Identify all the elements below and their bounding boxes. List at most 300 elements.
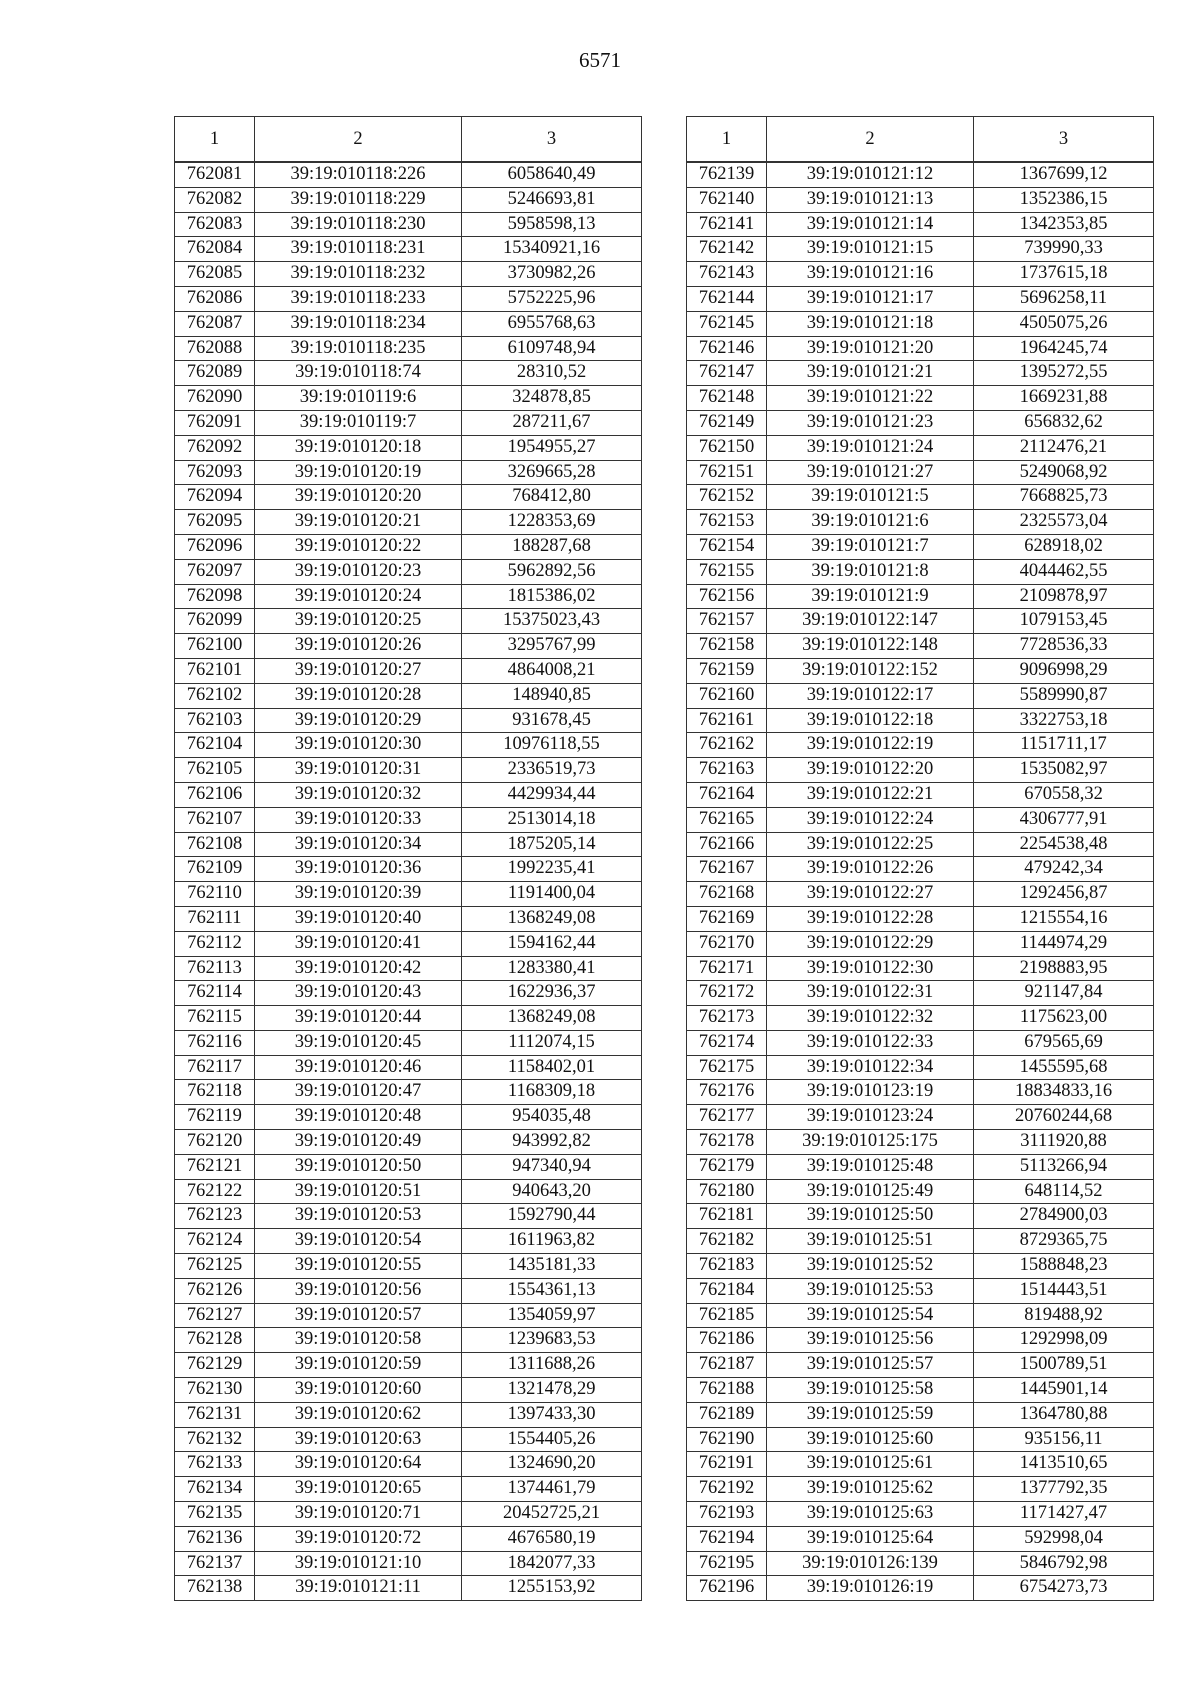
cell-value: 1364780,88 [974, 1402, 1154, 1427]
table-row [687, 658, 1154, 683]
cell-cadastral-number: 39:19:010122:147 [767, 609, 974, 634]
table-row [687, 361, 1154, 386]
cell-value: 1514443,51 [974, 1278, 1154, 1303]
cell-value: 592998,04 [974, 1526, 1154, 1551]
cell-cadastral-number: 39:19:010121:14 [767, 212, 974, 237]
cell-cadastral-number: 39:19:010120:62 [255, 1402, 462, 1427]
cell-number: 762163 [687, 758, 767, 783]
cell-value: 4306777,91 [974, 807, 1154, 832]
cell-number: 762180 [687, 1179, 767, 1204]
cell-number: 762196 [687, 1576, 767, 1601]
cell-cadastral-number: 39:19:010121:13 [767, 187, 974, 212]
cell-value: 1324690,20 [462, 1452, 642, 1477]
cell-number: 762164 [687, 782, 767, 807]
cell-value: 648114,52 [974, 1179, 1154, 1204]
cell-number: 762129 [175, 1353, 255, 1378]
cell-cadastral-number: 39:19:010120:47 [255, 1080, 462, 1105]
cell-value: 4044462,55 [974, 559, 1154, 584]
cell-number: 762193 [687, 1502, 767, 1527]
cell-cadastral-number: 39:19:010120:20 [255, 485, 462, 510]
cell-cadastral-number: 39:19:010120:55 [255, 1254, 462, 1279]
cell-number: 762190 [687, 1427, 767, 1452]
cell-number: 762141 [687, 212, 767, 237]
cell-cadastral-number: 39:19:010125:56 [767, 1328, 974, 1353]
column-header-3: 3 [974, 117, 1154, 163]
table-row [175, 1278, 642, 1303]
cell-number: 762089 [175, 361, 255, 386]
cell-value: 1611963,82 [462, 1229, 642, 1254]
cell-number: 762150 [687, 435, 767, 460]
cell-number: 762091 [175, 410, 255, 435]
column-header-2: 2 [767, 117, 974, 163]
cell-value: 5113266,94 [974, 1154, 1154, 1179]
cell-value: 1354059,97 [462, 1303, 642, 1328]
table-row [175, 857, 642, 882]
cell-number: 762137 [175, 1551, 255, 1576]
cell-number: 762145 [687, 311, 767, 336]
table-row [687, 906, 1154, 931]
cell-value: 1321478,29 [462, 1378, 642, 1403]
cell-number: 762105 [175, 758, 255, 783]
column-header-3: 3 [462, 117, 642, 163]
cell-number: 762095 [175, 510, 255, 535]
cell-value: 1554361,13 [462, 1278, 642, 1303]
cell-value: 2198883,95 [974, 956, 1154, 981]
cell-number: 762195 [687, 1551, 767, 1576]
cell-number: 762177 [687, 1105, 767, 1130]
cell-value: 8729365,75 [974, 1229, 1154, 1254]
cell-number: 762086 [175, 286, 255, 311]
cell-value: 5249068,92 [974, 460, 1154, 485]
cell-value: 15340921,16 [462, 237, 642, 262]
cell-number: 762166 [687, 832, 767, 857]
cell-value: 1352386,15 [974, 187, 1154, 212]
cell-number: 762191 [687, 1452, 767, 1477]
cell-number: 762142 [687, 237, 767, 262]
cell-value: 921147,84 [974, 981, 1154, 1006]
cell-value: 10976118,55 [462, 733, 642, 758]
cell-cadastral-number: 39:19:010125:51 [767, 1229, 974, 1254]
cell-cadastral-number: 39:19:010119:7 [255, 410, 462, 435]
table-row [175, 733, 642, 758]
cell-cadastral-number: 39:19:010121:17 [767, 286, 974, 311]
table-row [175, 435, 642, 460]
cell-value: 1377792,35 [974, 1477, 1154, 1502]
cell-cadastral-number: 39:19:010122:30 [767, 956, 974, 981]
header-row [175, 117, 642, 163]
cell-value: 679565,69 [974, 1030, 1154, 1055]
table-row [687, 1378, 1154, 1403]
column-header-1: 1 [687, 117, 767, 163]
cell-cadastral-number: 39:19:010126:139 [767, 1551, 974, 1576]
table-row [687, 212, 1154, 237]
cell-number: 762097 [175, 559, 255, 584]
cell-value: 3730982,26 [462, 262, 642, 287]
table-row [687, 1502, 1154, 1527]
cell-cadastral-number: 39:19:010125:54 [767, 1303, 974, 1328]
cell-cadastral-number: 39:19:010120:49 [255, 1130, 462, 1155]
table-row [175, 1551, 642, 1576]
cell-number: 762144 [687, 286, 767, 311]
table-row [687, 262, 1154, 287]
cell-value: 656832,62 [974, 410, 1154, 435]
cell-value: 1239683,53 [462, 1328, 642, 1353]
cell-cadastral-number: 39:19:010122:33 [767, 1030, 974, 1055]
cell-value: 3111920,88 [974, 1130, 1154, 1155]
cell-number: 762158 [687, 634, 767, 659]
cell-cadastral-number: 39:19:010125:62 [767, 1477, 974, 1502]
table-row [687, 336, 1154, 361]
cell-value: 1079153,45 [974, 609, 1154, 634]
cell-cadastral-number: 39:19:010120:51 [255, 1179, 462, 1204]
cell-number: 762100 [175, 634, 255, 659]
cell-cadastral-number: 39:19:010120:44 [255, 1006, 462, 1031]
table-row [687, 782, 1154, 807]
table-row [175, 882, 642, 907]
cell-value: 1395272,55 [974, 361, 1154, 386]
cell-value: 1500789,51 [974, 1353, 1154, 1378]
cell-number: 762162 [687, 733, 767, 758]
cell-cadastral-number: 39:19:010125:58 [767, 1378, 974, 1403]
cell-value: 1954955,27 [462, 435, 642, 460]
cell-cadastral-number: 39:19:010125:60 [767, 1427, 974, 1452]
cell-cadastral-number: 39:19:010123:19 [767, 1080, 974, 1105]
cell-value: 479242,34 [974, 857, 1154, 882]
table-row [687, 1204, 1154, 1229]
cell-cadastral-number: 39:19:010121:21 [767, 361, 974, 386]
table-row [687, 832, 1154, 857]
cell-number: 762178 [687, 1130, 767, 1155]
cell-value: 1535082,97 [974, 758, 1154, 783]
cell-value: 1255153,92 [462, 1576, 642, 1601]
table-row [175, 162, 642, 187]
cell-cadastral-number: 39:19:010120:39 [255, 882, 462, 907]
column-header-1: 1 [175, 117, 255, 163]
table-row [687, 435, 1154, 460]
table-row [687, 311, 1154, 336]
cell-number: 762134 [175, 1477, 255, 1502]
cell-number: 762186 [687, 1328, 767, 1353]
cell-value: 5752225,96 [462, 286, 642, 311]
cell-number: 762119 [175, 1105, 255, 1130]
cell-number: 762082 [175, 187, 255, 212]
table-row [175, 1526, 642, 1551]
cell-value: 1215554,16 [974, 906, 1154, 931]
cell-cadastral-number: 39:19:010120:45 [255, 1030, 462, 1055]
cell-number: 762138 [175, 1576, 255, 1601]
cell-number: 762140 [687, 187, 767, 212]
header-row [687, 117, 1154, 163]
cell-value: 1368249,08 [462, 906, 642, 931]
cell-value: 5958598,13 [462, 212, 642, 237]
cell-cadastral-number: 39:19:010125:53 [767, 1278, 974, 1303]
column-header-2: 2 [255, 117, 462, 163]
cell-cadastral-number: 39:19:010118:229 [255, 187, 462, 212]
cell-cadastral-number: 39:19:010122:20 [767, 758, 974, 783]
table-row [175, 386, 642, 411]
cell-number: 762148 [687, 386, 767, 411]
table-row [175, 1229, 642, 1254]
cell-cadastral-number: 39:19:010120:54 [255, 1229, 462, 1254]
table-row [687, 1030, 1154, 1055]
cell-number: 762104 [175, 733, 255, 758]
cell-number: 762155 [687, 559, 767, 584]
cell-value: 947340,94 [462, 1154, 642, 1179]
table-row [687, 460, 1154, 485]
table-row [175, 609, 642, 634]
table-row [687, 807, 1154, 832]
cell-cadastral-number: 39:19:010120:32 [255, 782, 462, 807]
cell-cadastral-number: 39:19:010120:64 [255, 1452, 462, 1477]
table-row [687, 1130, 1154, 1155]
cell-number: 762183 [687, 1254, 767, 1279]
cell-cadastral-number: 39:19:010125:52 [767, 1254, 974, 1279]
cell-number: 762103 [175, 708, 255, 733]
table-row [687, 237, 1154, 262]
cell-cadastral-number: 39:19:010122:34 [767, 1055, 974, 1080]
cell-number: 762133 [175, 1452, 255, 1477]
cell-value: 1455595,68 [974, 1055, 1154, 1080]
cell-number: 762181 [687, 1204, 767, 1229]
cell-number: 762171 [687, 956, 767, 981]
cell-cadastral-number: 39:19:010120:65 [255, 1477, 462, 1502]
table-row [687, 1303, 1154, 1328]
cell-cadastral-number: 39:19:010122:152 [767, 658, 974, 683]
cell-cadastral-number: 39:19:010120:26 [255, 634, 462, 659]
table-row [687, 1477, 1154, 1502]
table-row [687, 1353, 1154, 1378]
table-row [175, 1105, 642, 1130]
table-row [687, 1006, 1154, 1031]
cell-value: 3322753,18 [974, 708, 1154, 733]
cell-value: 768412,80 [462, 485, 642, 510]
cell-cadastral-number: 39:19:010120:23 [255, 559, 462, 584]
cell-value: 1374461,79 [462, 1477, 642, 1502]
cell-number: 762136 [175, 1526, 255, 1551]
left-table-body [175, 162, 642, 1601]
cell-value: 739990,33 [974, 237, 1154, 262]
cell-number: 762125 [175, 1254, 255, 1279]
cell-value: 1368249,08 [462, 1006, 642, 1031]
table-row [175, 485, 642, 510]
table-row [687, 1526, 1154, 1551]
cell-value: 931678,45 [462, 708, 642, 733]
cell-value: 20760244,68 [974, 1105, 1154, 1130]
cell-value: 670558,32 [974, 782, 1154, 807]
cell-number: 762107 [175, 807, 255, 832]
cell-number: 762113 [175, 956, 255, 981]
table-row [687, 410, 1154, 435]
cell-number: 762156 [687, 584, 767, 609]
table-row [687, 1055, 1154, 1080]
cell-number: 762109 [175, 857, 255, 882]
cell-value: 6955768,63 [462, 311, 642, 336]
cell-value: 4505075,26 [974, 311, 1154, 336]
cell-cadastral-number: 39:19:010120:24 [255, 584, 462, 609]
cell-cadastral-number: 39:19:010122:26 [767, 857, 974, 882]
table-row [687, 683, 1154, 708]
cell-value: 1842077,33 [462, 1551, 642, 1576]
cell-cadastral-number: 39:19:010118:231 [255, 237, 462, 262]
cell-number: 762118 [175, 1080, 255, 1105]
cell-cadastral-number: 39:19:010125:48 [767, 1154, 974, 1179]
cell-value: 954035,48 [462, 1105, 642, 1130]
table-row [687, 1328, 1154, 1353]
cell-cadastral-number: 39:19:010125:59 [767, 1402, 974, 1427]
cell-value: 3269665,28 [462, 460, 642, 485]
cell-value: 2112476,21 [974, 435, 1154, 460]
cell-cadastral-number: 39:19:010120:53 [255, 1204, 462, 1229]
cell-cadastral-number: 39:19:010123:24 [767, 1105, 974, 1130]
table-row [175, 1179, 642, 1204]
cell-value: 324878,85 [462, 386, 642, 411]
cell-number: 762167 [687, 857, 767, 882]
cell-cadastral-number: 39:19:010121:6 [767, 510, 974, 535]
cell-cadastral-number: 39:19:010125:49 [767, 1179, 974, 1204]
cell-cadastral-number: 39:19:010120:31 [255, 758, 462, 783]
table-row [175, 237, 642, 262]
table-row [687, 1229, 1154, 1254]
table-row [687, 758, 1154, 783]
cell-number: 762146 [687, 336, 767, 361]
cell-value: 1413510,65 [974, 1452, 1154, 1477]
table-row [175, 212, 642, 237]
cell-number: 762090 [175, 386, 255, 411]
cell-value: 1292456,87 [974, 882, 1154, 907]
table-row [687, 857, 1154, 882]
cell-number: 762114 [175, 981, 255, 1006]
cell-cadastral-number: 39:19:010120:60 [255, 1378, 462, 1403]
cell-value: 1594162,44 [462, 931, 642, 956]
cell-value: 5696258,11 [974, 286, 1154, 311]
table-row [175, 1030, 642, 1055]
cell-cadastral-number: 39:19:010122:27 [767, 882, 974, 907]
cell-number: 762151 [687, 460, 767, 485]
table-row [175, 559, 642, 584]
cell-number: 762149 [687, 410, 767, 435]
cell-value: 2254538,48 [974, 832, 1154, 857]
table-row [687, 1551, 1154, 1576]
cell-cadastral-number: 39:19:010122:29 [767, 931, 974, 956]
table-row [175, 1378, 642, 1403]
table-row [175, 410, 642, 435]
cell-cadastral-number: 39:19:010120:36 [255, 857, 462, 882]
cell-number: 762124 [175, 1229, 255, 1254]
cell-value: 1283380,41 [462, 956, 642, 981]
cell-cadastral-number: 39:19:010126:19 [767, 1576, 974, 1601]
cell-value: 1168309,18 [462, 1080, 642, 1105]
cell-value: 7668825,73 [974, 485, 1154, 510]
table-row [175, 262, 642, 287]
table-row [687, 1254, 1154, 1279]
cell-cadastral-number: 39:19:010120:21 [255, 510, 462, 535]
cell-number: 762194 [687, 1526, 767, 1551]
cell-cadastral-number: 39:19:010122:21 [767, 782, 974, 807]
cell-cadastral-number: 39:19:010121:15 [767, 237, 974, 262]
cell-value: 1554405,26 [462, 1427, 642, 1452]
cell-cadastral-number: 39:19:010125:175 [767, 1130, 974, 1155]
cell-cadastral-number: 39:19:010120:29 [255, 708, 462, 733]
cell-cadastral-number: 39:19:010120:59 [255, 1353, 462, 1378]
cell-cadastral-number: 39:19:010118:233 [255, 286, 462, 311]
cell-value: 1228353,69 [462, 510, 642, 535]
cell-number: 762132 [175, 1427, 255, 1452]
cell-cadastral-number: 39:19:010121:16 [767, 262, 974, 287]
table-row [175, 1576, 642, 1601]
cell-cadastral-number: 39:19:010122:17 [767, 683, 974, 708]
cell-value: 2784900,03 [974, 1204, 1154, 1229]
cell-number: 762126 [175, 1278, 255, 1303]
cell-cadastral-number: 39:19:010121:23 [767, 410, 974, 435]
cell-number: 762106 [175, 782, 255, 807]
table-row [175, 1154, 642, 1179]
cell-value: 5246693,81 [462, 187, 642, 212]
table-row [687, 634, 1154, 659]
left-data-table [174, 116, 642, 1601]
cell-cadastral-number: 39:19:010119:6 [255, 386, 462, 411]
cell-cadastral-number: 39:19:010121:8 [767, 559, 974, 584]
table-row [687, 882, 1154, 907]
cell-value: 4864008,21 [462, 658, 642, 683]
table-row [687, 485, 1154, 510]
table-row [175, 1254, 642, 1279]
table-row [687, 286, 1154, 311]
cell-value: 1588848,23 [974, 1254, 1154, 1279]
cell-value: 1815386,02 [462, 584, 642, 609]
cell-number: 762088 [175, 336, 255, 361]
cell-value: 819488,92 [974, 1303, 1154, 1328]
cell-number: 762189 [687, 1402, 767, 1427]
cell-value: 1311688,26 [462, 1353, 642, 1378]
cell-cadastral-number: 39:19:010121:20 [767, 336, 974, 361]
cell-cadastral-number: 39:19:010118:74 [255, 361, 462, 386]
cell-value: 1175623,00 [974, 1006, 1154, 1031]
table-row [175, 1006, 642, 1031]
cell-cadastral-number: 39:19:010120:50 [255, 1154, 462, 1179]
table-row [175, 1452, 642, 1477]
cell-value: 148940,85 [462, 683, 642, 708]
cell-cadastral-number: 39:19:010120:18 [255, 435, 462, 460]
cell-value: 6754273,73 [974, 1576, 1154, 1601]
cell-number: 762087 [175, 311, 255, 336]
cell-number: 762081 [175, 162, 255, 187]
cell-cadastral-number: 39:19:010120:30 [255, 733, 462, 758]
cell-value: 1292998,09 [974, 1328, 1154, 1353]
cell-value: 2513014,18 [462, 807, 642, 832]
cell-cadastral-number: 39:19:010122:31 [767, 981, 974, 1006]
cell-number: 762092 [175, 435, 255, 460]
cell-value: 1151711,17 [974, 733, 1154, 758]
cell-cadastral-number: 39:19:010120:63 [255, 1427, 462, 1452]
cell-cadastral-number: 39:19:010125:63 [767, 1502, 974, 1527]
cell-number: 762130 [175, 1378, 255, 1403]
cell-cadastral-number: 39:19:010121:11 [255, 1576, 462, 1601]
cell-number: 762108 [175, 832, 255, 857]
cell-value: 1171427,47 [974, 1502, 1154, 1527]
cell-cadastral-number: 39:19:010121:27 [767, 460, 974, 485]
cell-cadastral-number: 39:19:010120:33 [255, 807, 462, 832]
cell-cadastral-number: 39:19:010120:27 [255, 658, 462, 683]
cell-number: 762120 [175, 1130, 255, 1155]
cell-number: 762096 [175, 534, 255, 559]
cell-number: 762154 [687, 534, 767, 559]
table-row [687, 981, 1154, 1006]
cell-cadastral-number: 39:19:010121:10 [255, 1551, 462, 1576]
table-row [687, 187, 1154, 212]
cell-number: 762093 [175, 460, 255, 485]
table-row [175, 361, 642, 386]
cell-number: 762147 [687, 361, 767, 386]
